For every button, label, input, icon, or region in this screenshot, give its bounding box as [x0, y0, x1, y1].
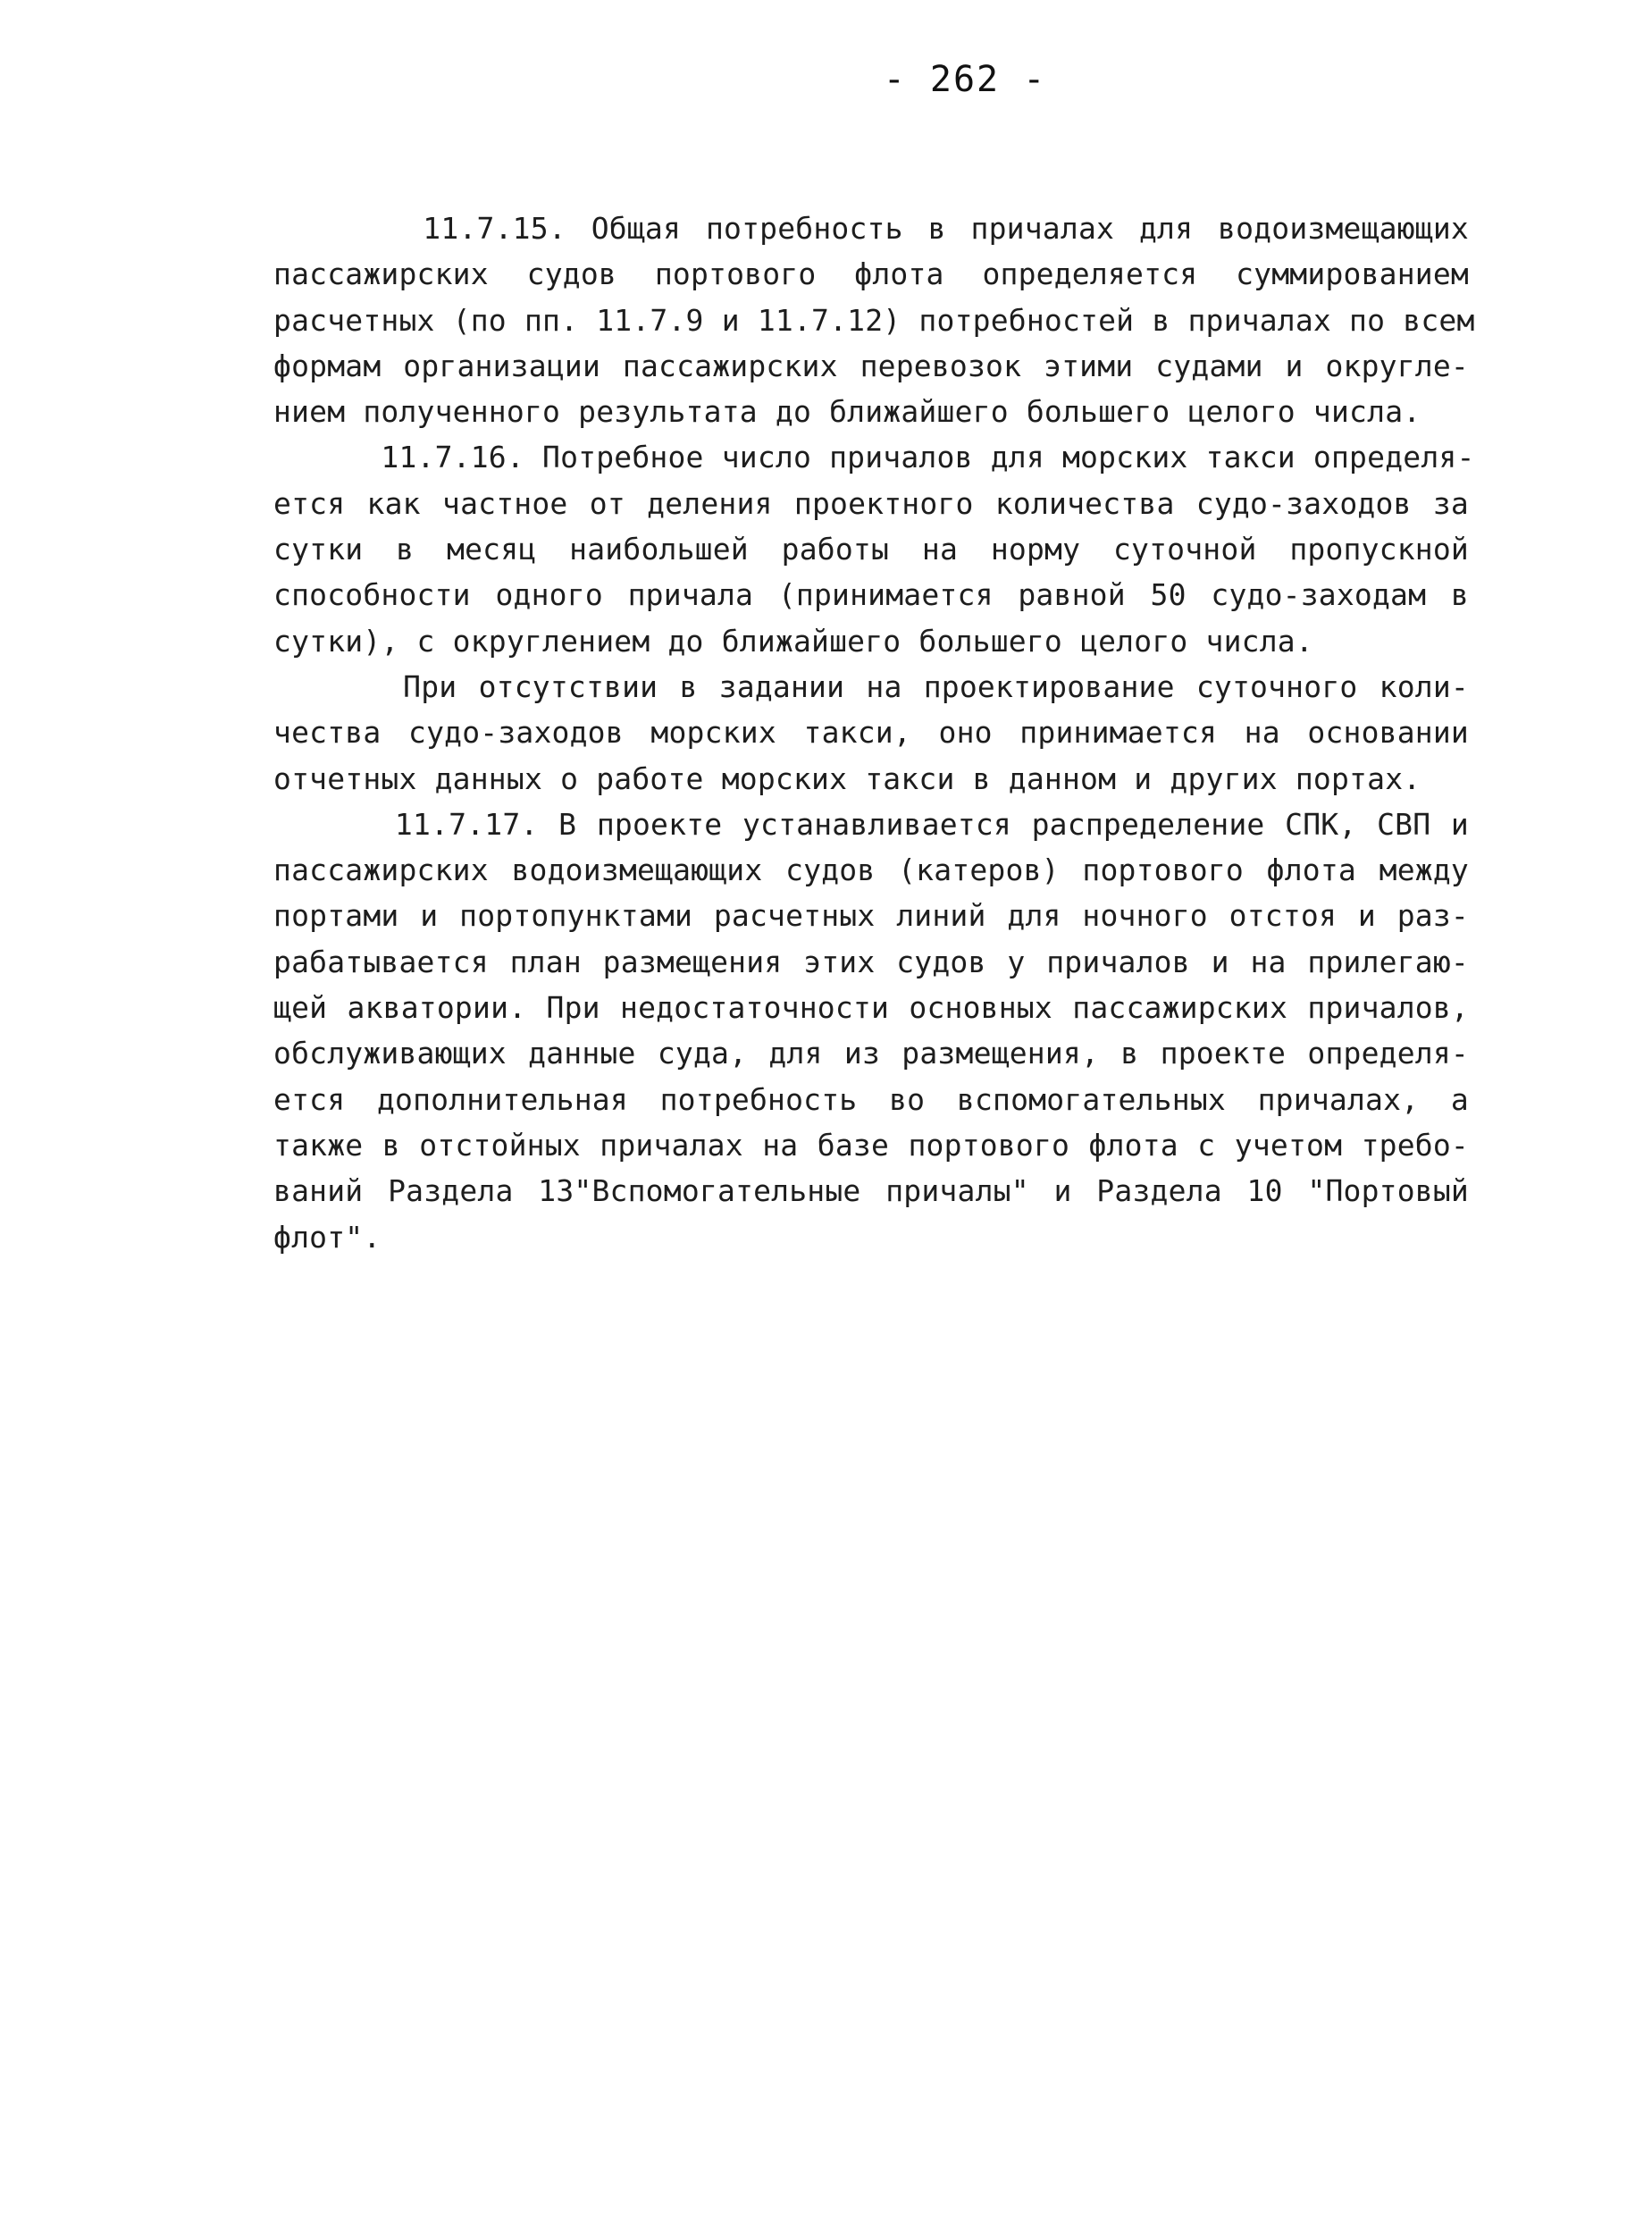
text-line: флот".	[273, 1219, 382, 1255]
text-line: 11.7.16. Потребное число причалов для морских такси определя-	[273, 440, 1475, 475]
text-line: портами и портопунктами расчетных линий для ночного отстоя и раз-	[273, 898, 1469, 934]
text-line: сутки), с округлением до ближайшего большего целого числа.	[273, 623, 1313, 659]
text-line: отчетных данных о работе морских такси в данном и других портах.	[273, 760, 1421, 796]
text-line: сутки в месяц наибольшей работы на норму суточной пропускной	[273, 532, 1469, 567]
paragraph-11-7-16	[273, 434, 1475, 663]
text-line: формам организации пассажирских перевозок этими судами и округле-	[273, 348, 1469, 383]
paragraph-absence-note	[273, 664, 1469, 802]
body-text	[273, 206, 1475, 1260]
text-line: чества судо-заходов морских такси, оно принимается на основании	[273, 715, 1469, 751]
text-line: способности одного причала (принимается равной 50 судо-заходам в	[273, 577, 1469, 613]
text-line: 11.7.17. В проекте устанавливается распределение СПК, СВП и	[273, 806, 1469, 842]
text-line: рабатывается план размещения этих судов у причалов и на прилегаю-	[273, 944, 1469, 979]
paragraph-11-7-17	[273, 802, 1469, 1260]
page-number: - 262 -	[883, 59, 1047, 100]
text-line: При отсутствии в задании на проектирование суточного коли-	[273, 668, 1469, 704]
text-line: ется как частное от деления проектного количества судо-заходов за	[273, 485, 1469, 521]
text-line: нием полученного результата до ближайшего большего целого числа.	[273, 394, 1421, 430]
text-line: 11.7.15. Общая потребность в причалах для водоизмещающих	[273, 211, 1469, 246]
text-line: ваний Раздела 13"Вспомогательные причалы" и Раздела 10 "Портовый	[273, 1173, 1469, 1209]
text-line: щей акватории. При недостаточности основных пассажирских причалов,	[273, 990, 1469, 1026]
paragraph-11-7-15	[273, 206, 1475, 434]
text-line: также в отстойных причалах на базе портового флота с учетом требо-	[273, 1127, 1469, 1163]
text-line: ется дополнительная потребность во вспомогательных причалах, а	[273, 1081, 1469, 1117]
text-line: пассажирских судов портового флота определяется суммированием	[273, 256, 1469, 292]
text-line: расчетных (по пп. 11.7.9 и 11.7.12) потребностей в причалах по всем	[273, 302, 1475, 338]
text-line: обслуживающих данные суда, для из размещения, в проекте определя-	[273, 1036, 1469, 1071]
text-line: пассажирских водоизмещающих судов (катеров) портового флота между	[273, 852, 1469, 888]
